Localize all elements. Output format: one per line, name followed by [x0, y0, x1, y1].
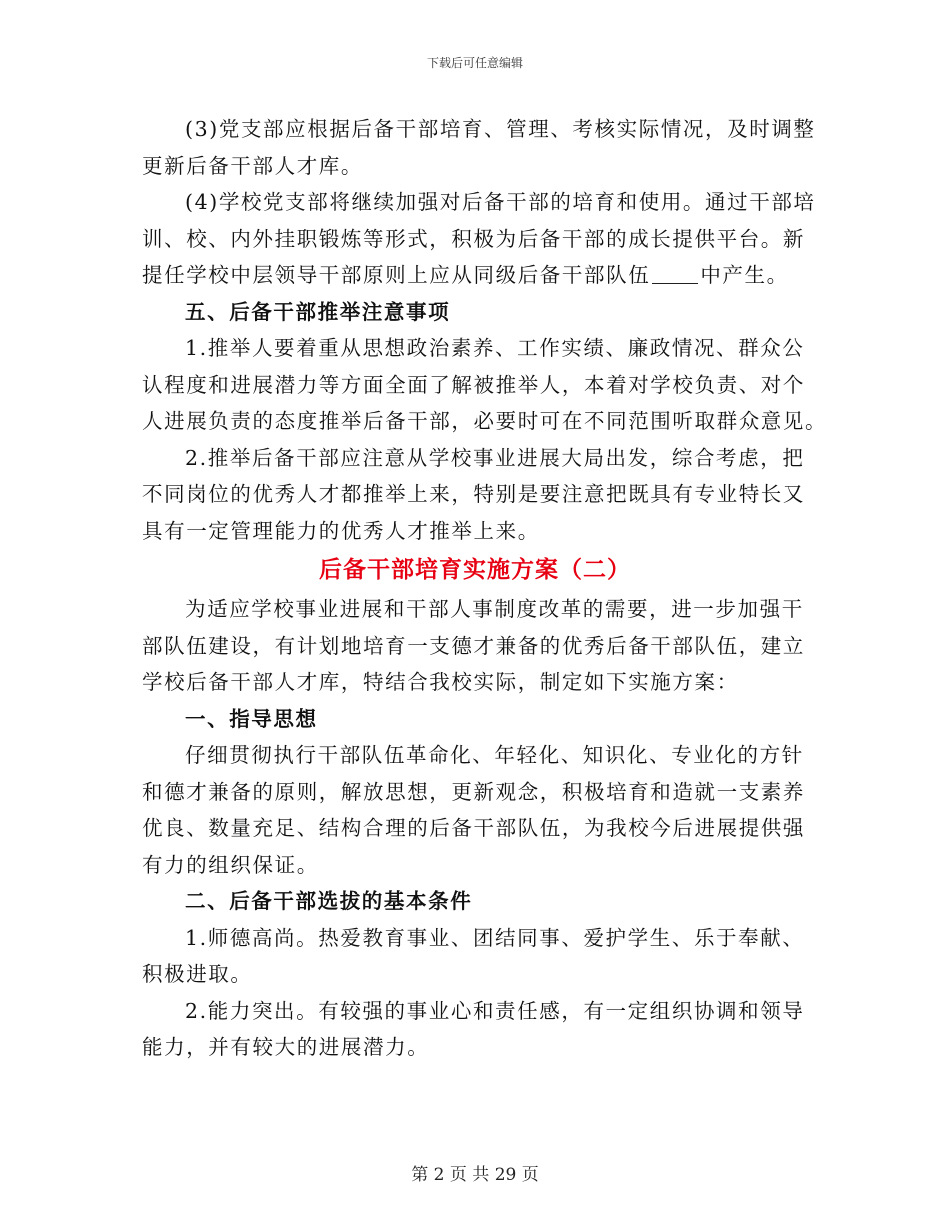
section-heading: 二、后备干部选拔的基本条件	[185, 889, 473, 913]
paragraph-line: 认程度和进展潜力等方面全面了解被推举人，本着对学校负责、对个	[142, 372, 805, 397]
page-number: 第 2 页 共 29 页	[411, 1165, 539, 1185]
paragraph-line: 2.能力突出。有较强的事业心和责任感，有一定组织协调和领导	[185, 998, 805, 1023]
page-header: 下载后可任意编辑	[426, 56, 523, 70]
paragraph-line: 优良、数量充足、结构合理的后备干部队伍，为我校今后进展提供强	[142, 816, 805, 840]
document-title: 后备干部培育实施方案（二）	[319, 556, 631, 583]
paragraph-line: 部队伍建设，有计划地培育一支德才兼备的优秀后备干部队伍，建立	[142, 633, 805, 658]
paragraph-line: 具有一定管理能力的优秀人才推举上来。	[142, 518, 540, 543]
paragraph-line: 仔细贯彻执行干部队伍革命化、年轻化、知识化、专业化的方针	[185, 743, 804, 767]
paragraph-line: 更新后备干部人才库。	[142, 153, 363, 178]
paragraph-line: 人进展负责的态度推举后备干部，必要时可在不同范围听取群众意见。	[142, 409, 828, 433]
paragraph-line: 学校后备干部人才库，特结合我校实际，制定如下实施方案：	[142, 670, 739, 694]
paragraph-line: 积极进取。	[142, 962, 253, 986]
paragraph-line: 1.推举人要着重从思想政治素养、工作实绩、廉政情况、群众公	[185, 336, 805, 360]
line-text: 提任学校中层领导干部原则上应从同级后备干部队伍	[142, 263, 651, 287]
document-body	[142, 111, 828, 1066]
line-text: 中产生。	[700, 263, 789, 287]
paragraph-line: (4)学校党支部将继续加强对后备干部的培育和使用。通过干部培	[185, 190, 816, 214]
paragraph-line: 1.师德高尚。热爱教育事业、团结同事、爱护学生、乐于奉献、	[185, 925, 805, 950]
fill-in-blank	[652, 261, 698, 284]
paragraph-line: 有力的组织保证。	[142, 852, 319, 877]
paragraph-line: 不同岗位的优秀人才都推举上来，特别是要注意把既具有专业特长又	[142, 482, 805, 506]
paragraph-line: 2.推举后备干部应注意从学校事业进展大局出发，综合考虑，把	[185, 445, 805, 470]
section-heading: 五、后备干部推举注意事项	[185, 299, 451, 324]
paragraph-line: 为适应学校事业进展和干部人事制度改革的需要，进一步加强干	[185, 597, 804, 621]
paragraph-line: 和德才兼备的原则，解放思想，更新观念，积极培育和造就一支素养	[142, 779, 805, 804]
paragraph-line: (3)党支部应根据后备干部培育、管理、考核实际情况，及时调整	[185, 117, 816, 141]
paragraph-line: 训、校、内外挂职锻炼等形式，积极为后备干部的成长提供平台。新	[142, 226, 805, 251]
section-heading: 一、指导思想	[185, 706, 318, 731]
paragraph-line-with-blank	[142, 257, 808, 294]
paragraph-line: 能力，并有较大的进展潜力。	[142, 1035, 430, 1059]
